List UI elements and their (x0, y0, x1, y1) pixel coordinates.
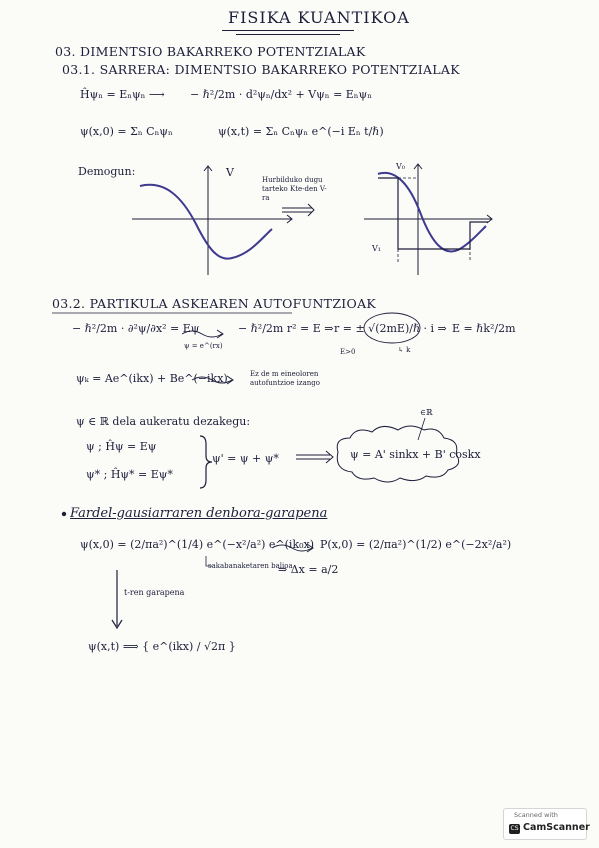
right-graph-axes (364, 164, 492, 275)
scan-badge (503, 808, 590, 840)
section-heading: 03. DIMENTSIO BAKARREKO POTENTZIALAK (55, 44, 366, 59)
evolution-label: t-ren garapena (124, 588, 185, 597)
demogun-label: Demogun: (78, 165, 136, 178)
gaussian-packet-heading: Fardel-gausiarraren denbora-garapena (70, 506, 328, 521)
time-evolution-equation: ψ(x,t) = Σₙ Cₙψₙ e^(−i Eₙ t/ℏ) (218, 125, 384, 138)
approximation-arrow (282, 204, 314, 216)
potential-label-v0: V₀ (396, 162, 405, 171)
wavy-arrow-2-head (227, 376, 233, 384)
real-solution-cloud: ψ = A' sinkx + B' coskx (350, 448, 481, 461)
real-combination: ψ' = ψ + ψ* (212, 452, 279, 465)
real-mark-arrow (418, 418, 425, 440)
exponential-ansatz: ψ = e^(rx) (184, 342, 223, 350)
potential-label-v: V (226, 166, 234, 179)
eigenfunction-note: Ez de m eineoloren autofuntzioe izango (250, 370, 320, 387)
gaussian-probability-density: P(x,0) = (2/πa²)^(1/2) e^(−2x²/a²) (320, 538, 512, 551)
eigen-row-psi: ψ ; Ĥψ = Eψ (86, 440, 157, 453)
dispersion-pointer (206, 556, 212, 566)
root-equation: r = ± √(2mE)/ℏ · i ⇒ (334, 322, 447, 335)
wavy-arrow-1-head (217, 330, 223, 338)
time-evolved-wavefunction: ψ(x,t) ⟹ { e^(ikx) / √2π } (88, 640, 236, 653)
solution-cloud (337, 426, 458, 482)
bullet-dot (62, 512, 66, 516)
potential-label-v1: V₁ (372, 244, 381, 253)
gaussian-initial-wavefunction: ψ(x,0) = (2/πa²)^(1/4) e^(−x²/a²) e^(ik₀x) (80, 538, 315, 551)
subsection-heading-2: 03.2. PARTIKULA ASKEAREN AUTOFUNTZIOAK (52, 296, 377, 311)
energy-condition: E>0 (340, 348, 356, 356)
scan-badge-brand: CamScanner (523, 822, 590, 833)
wavy-arrow-2 (192, 377, 232, 383)
left-potential-curve (140, 185, 272, 259)
camscanner-logo-icon: CS (510, 825, 519, 832)
real-set-mark: ∈ℝ (420, 408, 433, 417)
wavy-arrow-3 (272, 545, 312, 551)
schrodinger-eigen-equation: Ĥψₙ = Eₙψₙ ⟶ (80, 88, 165, 101)
dispersion-value: ⇒ Δx = a/2 (278, 563, 339, 576)
energy-relation: E = ℏk²/2m (452, 322, 516, 335)
page-title: FISIKA KUANTIKOA (228, 8, 410, 27)
wavenumber-label: ↳ k (398, 346, 411, 354)
subsection-heading-1: 03.1. SARRERA: DIMENTSIO BAKARREKO POTENTZIALAK (62, 62, 460, 77)
real-choice-note: ψ ∈ ℝ dela aukeratu dezakegu: (76, 415, 251, 428)
characteristic-equation: − ℏ²/2m r² = E ⇒ (238, 322, 334, 335)
right-brace (200, 436, 212, 488)
wavy-arrow-1 (182, 331, 222, 337)
eigenfunction-equation: ψₖ = Ae^(ikx) + Be^(−ikx) (76, 372, 228, 385)
eigen-row-psi-conjugate: ψ* ; Ĥψ* = Eψ* (86, 468, 173, 481)
left-graph-axes (132, 166, 292, 275)
scan-badge-caption: Scanned with (514, 811, 558, 819)
wavy-arrow-3-head (307, 544, 313, 552)
schrodinger-differential-equation: − ℏ²/2m · d²ψₙ/dx² + Vψₙ = Eₙψₙ (190, 88, 372, 101)
implication-arrow (296, 451, 333, 463)
root-highlight-circle (364, 313, 420, 343)
dispersion-note: sakabanaketaren balioa (208, 562, 293, 570)
initial-expansion-equation: ψ(x,0) = Σₙ Cₙψₙ (80, 125, 173, 138)
approximation-note: Hurbilduko dugu tarteko Kte-den V-ra (262, 176, 327, 202)
free-particle-equation: − ℏ²/2m · ∂²ψ/∂x² = Eψ (72, 322, 200, 335)
